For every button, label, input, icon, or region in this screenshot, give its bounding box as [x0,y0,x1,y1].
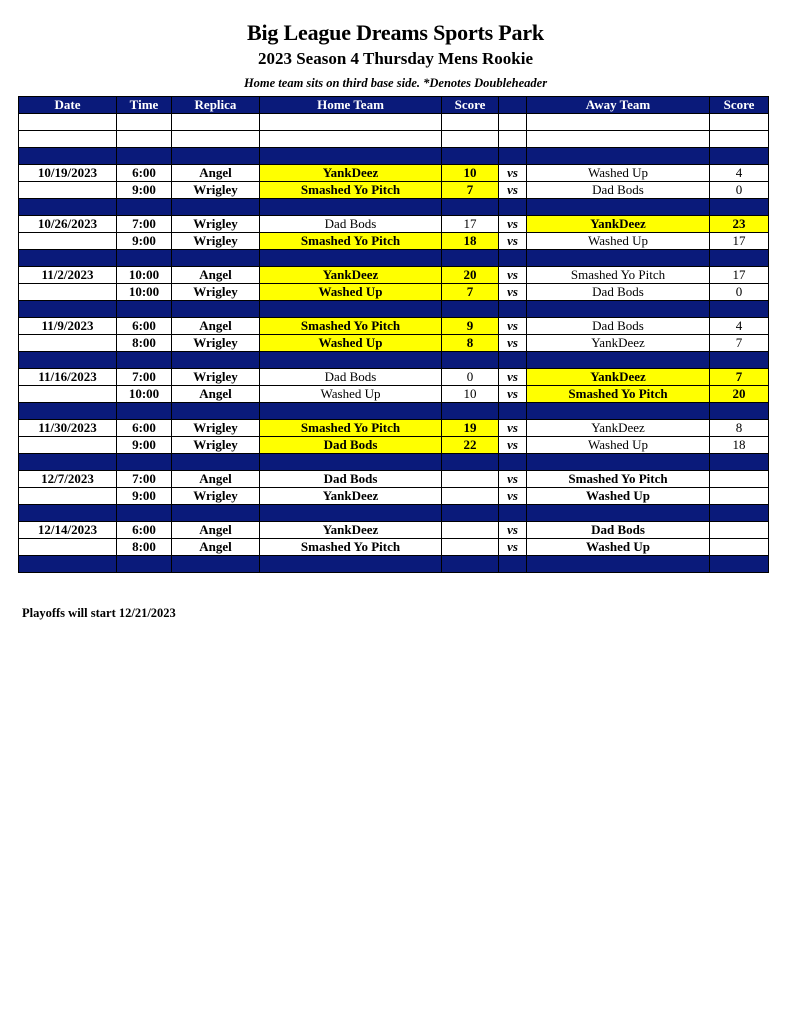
game-time: 10:00 [117,386,172,403]
away-score [710,539,769,556]
away-team: YankDeez [527,420,710,437]
vs-label: vs [499,233,527,250]
away-score: 4 [710,318,769,335]
game-time: 6:00 [117,522,172,539]
away-score: 7 [710,335,769,352]
away-score [710,522,769,539]
game-field: Wrigley [172,335,260,352]
game-field: Angel [172,165,260,182]
game-row [19,539,769,556]
vs-label: vs [499,267,527,284]
game-date: 10/19/2023 [19,165,117,182]
game-field: Angel [172,386,260,403]
vs-label: vs [499,471,527,488]
game-date [19,437,117,454]
game-time: 8:00 [117,335,172,352]
home-score: 22 [442,437,499,454]
vs-label: vs [499,335,527,352]
blank-row [19,131,769,148]
game-time: 7:00 [117,216,172,233]
game-field: Angel [172,539,260,556]
away-team: Washed Up [527,488,710,505]
home-team: Smashed Yo Pitch [260,539,442,556]
game-row [19,420,769,437]
away-score: 20 [710,386,769,403]
game-field: Angel [172,318,260,335]
away-team: Dad Bods [527,284,710,301]
away-score: 17 [710,233,769,250]
week-separator-row [19,352,769,369]
game-time: 9:00 [117,488,172,505]
vs-label: vs [499,539,527,556]
vs-label: vs [499,386,527,403]
vs-label: vs [499,318,527,335]
home-team: YankDeez [260,522,442,539]
away-team: YankDeez [527,369,710,386]
game-time: 9:00 [117,437,172,454]
home-team: Dad Bods [260,471,442,488]
header-row [19,97,769,114]
week-separator-row [19,556,769,573]
away-score: 7 [710,369,769,386]
game-field: Wrigley [172,437,260,454]
game-row [19,216,769,233]
game-row [19,369,769,386]
away-team: Washed Up [527,233,710,250]
away-team: Washed Up [527,539,710,556]
away-score: 18 [710,437,769,454]
game-date: 10/26/2023 [19,216,117,233]
away-score: 0 [710,284,769,301]
game-date [19,182,117,199]
game-date [19,284,117,301]
home-score [442,488,499,505]
game-field: Angel [172,522,260,539]
home-team: Smashed Yo Pitch [260,182,442,199]
home-score: 10 [442,386,499,403]
game-time: 7:00 [117,471,172,488]
home-score: 17 [442,216,499,233]
away-team: Dad Bods [527,182,710,199]
away-team: Washed Up [527,165,710,182]
blank-row [19,114,769,131]
away-score: 17 [710,267,769,284]
home-score [442,539,499,556]
away-score: 4 [710,165,769,182]
vs-label: vs [499,284,527,301]
game-date [19,539,117,556]
home-team: Smashed Yo Pitch [260,233,442,250]
home-team: Smashed Yo Pitch [260,420,442,437]
vs-label: vs [499,369,527,386]
game-field: Wrigley [172,369,260,386]
away-team: Smashed Yo Pitch [527,267,710,284]
game-date [19,386,117,403]
page-title: Big League Dreams Sports Park [247,20,544,45]
vs-label: vs [499,488,527,505]
game-date [19,488,117,505]
game-time: 6:00 [117,165,172,182]
game-row [19,522,769,539]
week-separator-row [19,403,769,420]
home-score: 20 [442,267,499,284]
week-separator-row [19,454,769,471]
home-score: 18 [442,233,499,250]
game-time: 9:00 [117,182,172,199]
vs-label: vs [499,216,527,233]
vs-label: vs [499,437,527,454]
game-field: Wrigley [172,284,260,301]
week-separator-row [19,199,769,216]
away-score: 23 [710,216,769,233]
game-date: 11/30/2023 [19,420,117,437]
schedule-table [18,96,769,573]
home-score [442,471,499,488]
game-field: Wrigley [172,420,260,437]
game-field: Wrigley [172,233,260,250]
col-time-header: Time [117,97,172,114]
home-team: Washed Up [260,386,442,403]
game-field: Wrigley [172,216,260,233]
game-row [19,471,769,488]
vs-label: vs [499,420,527,437]
game-row [19,182,769,199]
playoffs-note: Playoffs will start 12/21/2023 [22,606,176,620]
vs-label: vs [499,165,527,182]
away-team: Dad Bods [527,522,710,539]
away-team: Smashed Yo Pitch [527,386,710,403]
away-team: Washed Up [527,437,710,454]
game-row [19,335,769,352]
col-date-header: Date [19,97,117,114]
game-time: 8:00 [117,539,172,556]
col-home-score-header: Score [442,97,499,114]
game-field: Wrigley [172,488,260,505]
game-date: 11/2/2023 [19,267,117,284]
schedule-note: Home team sits on third base side. *Denotes Doubleheader [243,76,548,90]
page-subtitle: 2023 Season 4 Thursday Mens Rookie [257,49,534,68]
game-time: 9:00 [117,233,172,250]
home-team: YankDeez [260,165,442,182]
away-score: 0 [710,182,769,199]
game-time: 6:00 [117,420,172,437]
week-separator-row [19,250,769,267]
schedule-body [19,114,769,573]
away-team: Dad Bods [527,318,710,335]
game-row [19,267,769,284]
vs-label: vs [499,522,527,539]
game-date: 11/9/2023 [19,318,117,335]
vs-label: vs [499,182,527,199]
week-separator-row [19,148,769,165]
away-score [710,488,769,505]
away-score [710,471,769,488]
away-team: YankDeez [527,335,710,352]
home-team: Smashed Yo Pitch [260,318,442,335]
away-score: 8 [710,420,769,437]
home-score: 0 [442,369,499,386]
game-row [19,437,769,454]
home-team: YankDeez [260,488,442,505]
home-team: YankDeez [260,267,442,284]
week-separator-row [19,301,769,318]
home-score: 8 [442,335,499,352]
game-row [19,318,769,335]
home-score [442,522,499,539]
col-home-team-header: Home Team [260,97,442,114]
home-team: Dad Bods [260,216,442,233]
game-field: Angel [172,267,260,284]
game-row [19,488,769,505]
home-score: 10 [442,165,499,182]
col-away-team-header: Away Team [527,97,710,114]
away-team: Smashed Yo Pitch [527,471,710,488]
col-vs-header [499,97,527,114]
home-team: Washed Up [260,335,442,352]
game-date: 12/7/2023 [19,471,117,488]
home-score: 19 [442,420,499,437]
game-row [19,386,769,403]
game-date: 11/16/2023 [19,369,117,386]
game-time: 7:00 [117,369,172,386]
home-score: 7 [442,284,499,301]
game-date [19,335,117,352]
game-field: Angel [172,471,260,488]
game-time: 10:00 [117,267,172,284]
game-date [19,233,117,250]
home-team: Dad Bods [260,437,442,454]
col-away-score-header: Score [710,97,769,114]
game-time: 10:00 [117,284,172,301]
home-score: 9 [442,318,499,335]
game-row [19,284,769,301]
game-row [19,233,769,250]
home-team: Washed Up [260,284,442,301]
game-date: 12/14/2023 [19,522,117,539]
game-time: 6:00 [117,318,172,335]
away-team: YankDeez [527,216,710,233]
game-row [19,165,769,182]
home-score: 7 [442,182,499,199]
home-team: Dad Bods [260,369,442,386]
week-separator-row [19,505,769,522]
col-replica-header: Replica [172,97,260,114]
game-field: Wrigley [172,182,260,199]
